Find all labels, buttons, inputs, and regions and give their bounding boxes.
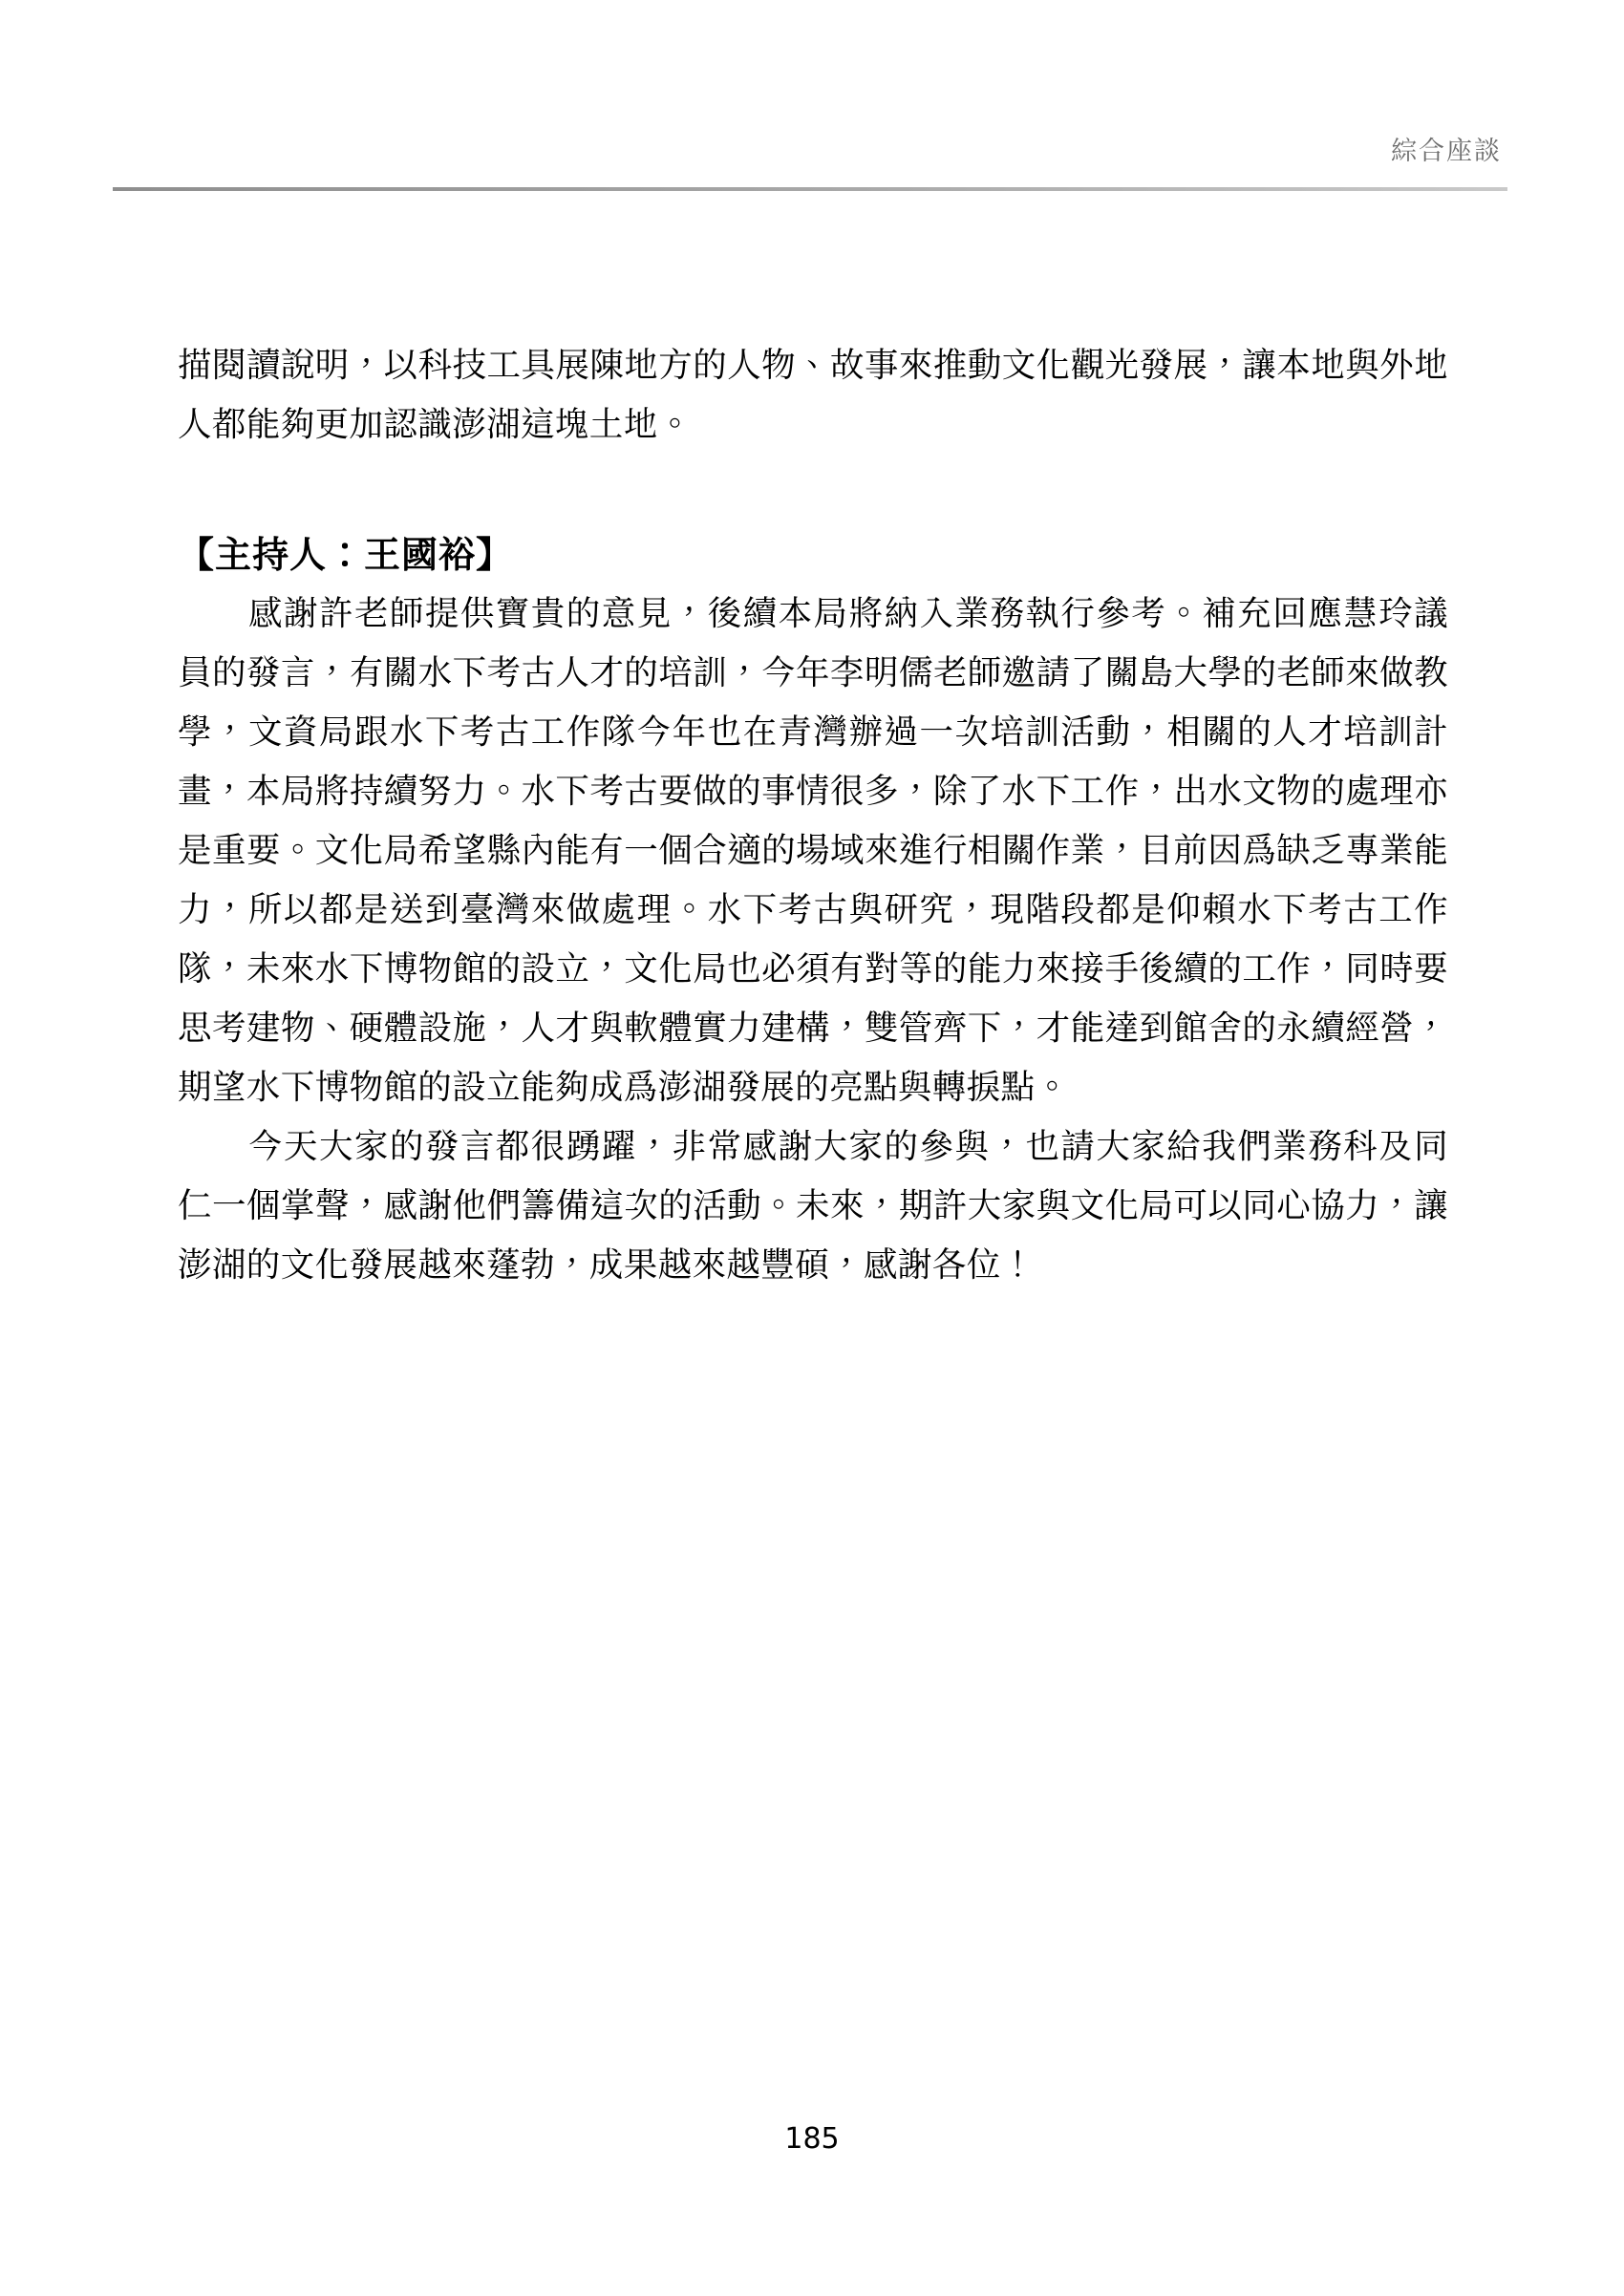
- body-paragraph-2: 今天大家的發言都很踴躍，非常感謝大家的參與，也請大家給我們業務科及同仁一個掌聲，感謝他們籌備這次的活動。未來，期許大家與文化局可以同心協力，讓澎湖的文化發展越來蓬勃，成果越來越豐碩，感謝各位！: [178, 1127, 1448, 1285]
- header-divider: [113, 187, 1507, 191]
- running-head: 綜合座談: [1391, 137, 1502, 166]
- page-body: [178, 336, 1448, 1295]
- page-header: [0, 0, 1624, 205]
- continuation-paragraph: 描閱讀說明，以科技工具展陳地方的人物、故事來推動文化觀光發展，讓本地與外地人都能夠更加認識澎湖這塊土地。: [178, 346, 1448, 444]
- section-title-moderator: 【主持人：王國裕】: [178, 533, 514, 576]
- page-number: 185: [784, 2122, 840, 2156]
- body-paragraph-1: 感謝許老師提供寶貴的意見，後續本局將納入業務執行參考。補充回應慧玲議員的發言，有關水下考古人才的培訓，今年李明儒老師邀請了關島大學的老師來做教學，文資局跟水下考古工作隊今年也在青灣辦過一次培訓活動，相關的人才培訓計畫，本局將持續努力。水下考古要做的事情很多，除了水下工作，出水文物的處理亦是重要。文化局希望縣內能有一個合適的場域來進行相關作業，目前因爲缺乏專業能力，所以都是送到臺灣來做處理。水下考古與研究，現階段都是仰賴水下考古工作隊，未來水下博物館的設立，文化局也必須有對等的能力來接手後續的工作，同時要思考建物、硬體設施，人才與軟體實力建構，雙管齊下，才能達到館舍的永續經營，期望水下博物館的設立能夠成爲澎湖發展的亮點與轉捩點。: [178, 594, 1448, 1107]
